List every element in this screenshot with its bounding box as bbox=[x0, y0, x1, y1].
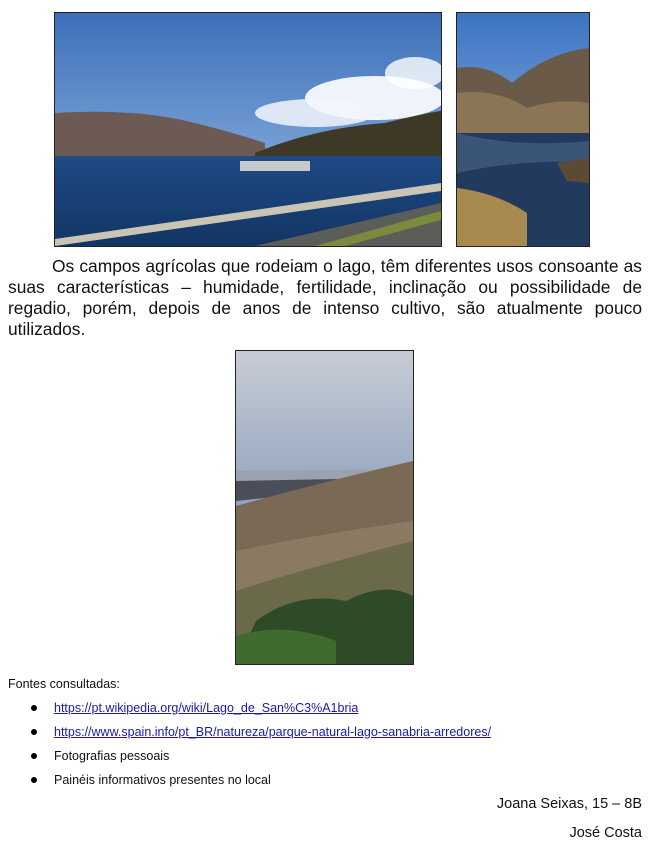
source-item bbox=[0, 698, 640, 722]
spain-info-source-link[interactable]: https://www.spain.info/pt_BR/natureza/parque-natural-lago-sanabria-arredores/ bbox=[54, 725, 492, 739]
personal-photos-source: Fotografias pessoais bbox=[54, 749, 170, 763]
sources-title: Fontes consultadas: bbox=[8, 677, 120, 691]
body-paragraph: Os campos agrícolas que rodeiam o lago, têm diferentes usos consoante as suas características – humidade, fertilidade, inclinação ou possibilidade de regadio, porém, depois de anos de intenso cultivo, são atualmente pouco utilizados. bbox=[8, 256, 642, 339]
source-item bbox=[0, 746, 640, 770]
wikipedia-source-link[interactable]: https://pt.wikipedia.org/wiki/Lago_de_San%C3%A1bria bbox=[54, 701, 359, 715]
flooded-forest-photo bbox=[456, 12, 590, 247]
author-name-2: José Costa bbox=[569, 825, 642, 841]
source-item bbox=[0, 722, 640, 746]
author-name-1: Joana Seixas, 15 – 8B bbox=[496, 796, 642, 812]
lake-guardrail-photo bbox=[54, 12, 442, 247]
bullet-icon bbox=[31, 753, 37, 759]
info-panels-source: Painéis informativos presentes no local bbox=[54, 773, 271, 787]
bullet-icon bbox=[31, 777, 37, 783]
bullet-icon bbox=[31, 705, 37, 711]
shrubland-hillside-photo bbox=[235, 350, 414, 665]
sources-list bbox=[0, 698, 640, 794]
bullet-icon bbox=[31, 729, 37, 735]
source-item bbox=[0, 770, 640, 794]
